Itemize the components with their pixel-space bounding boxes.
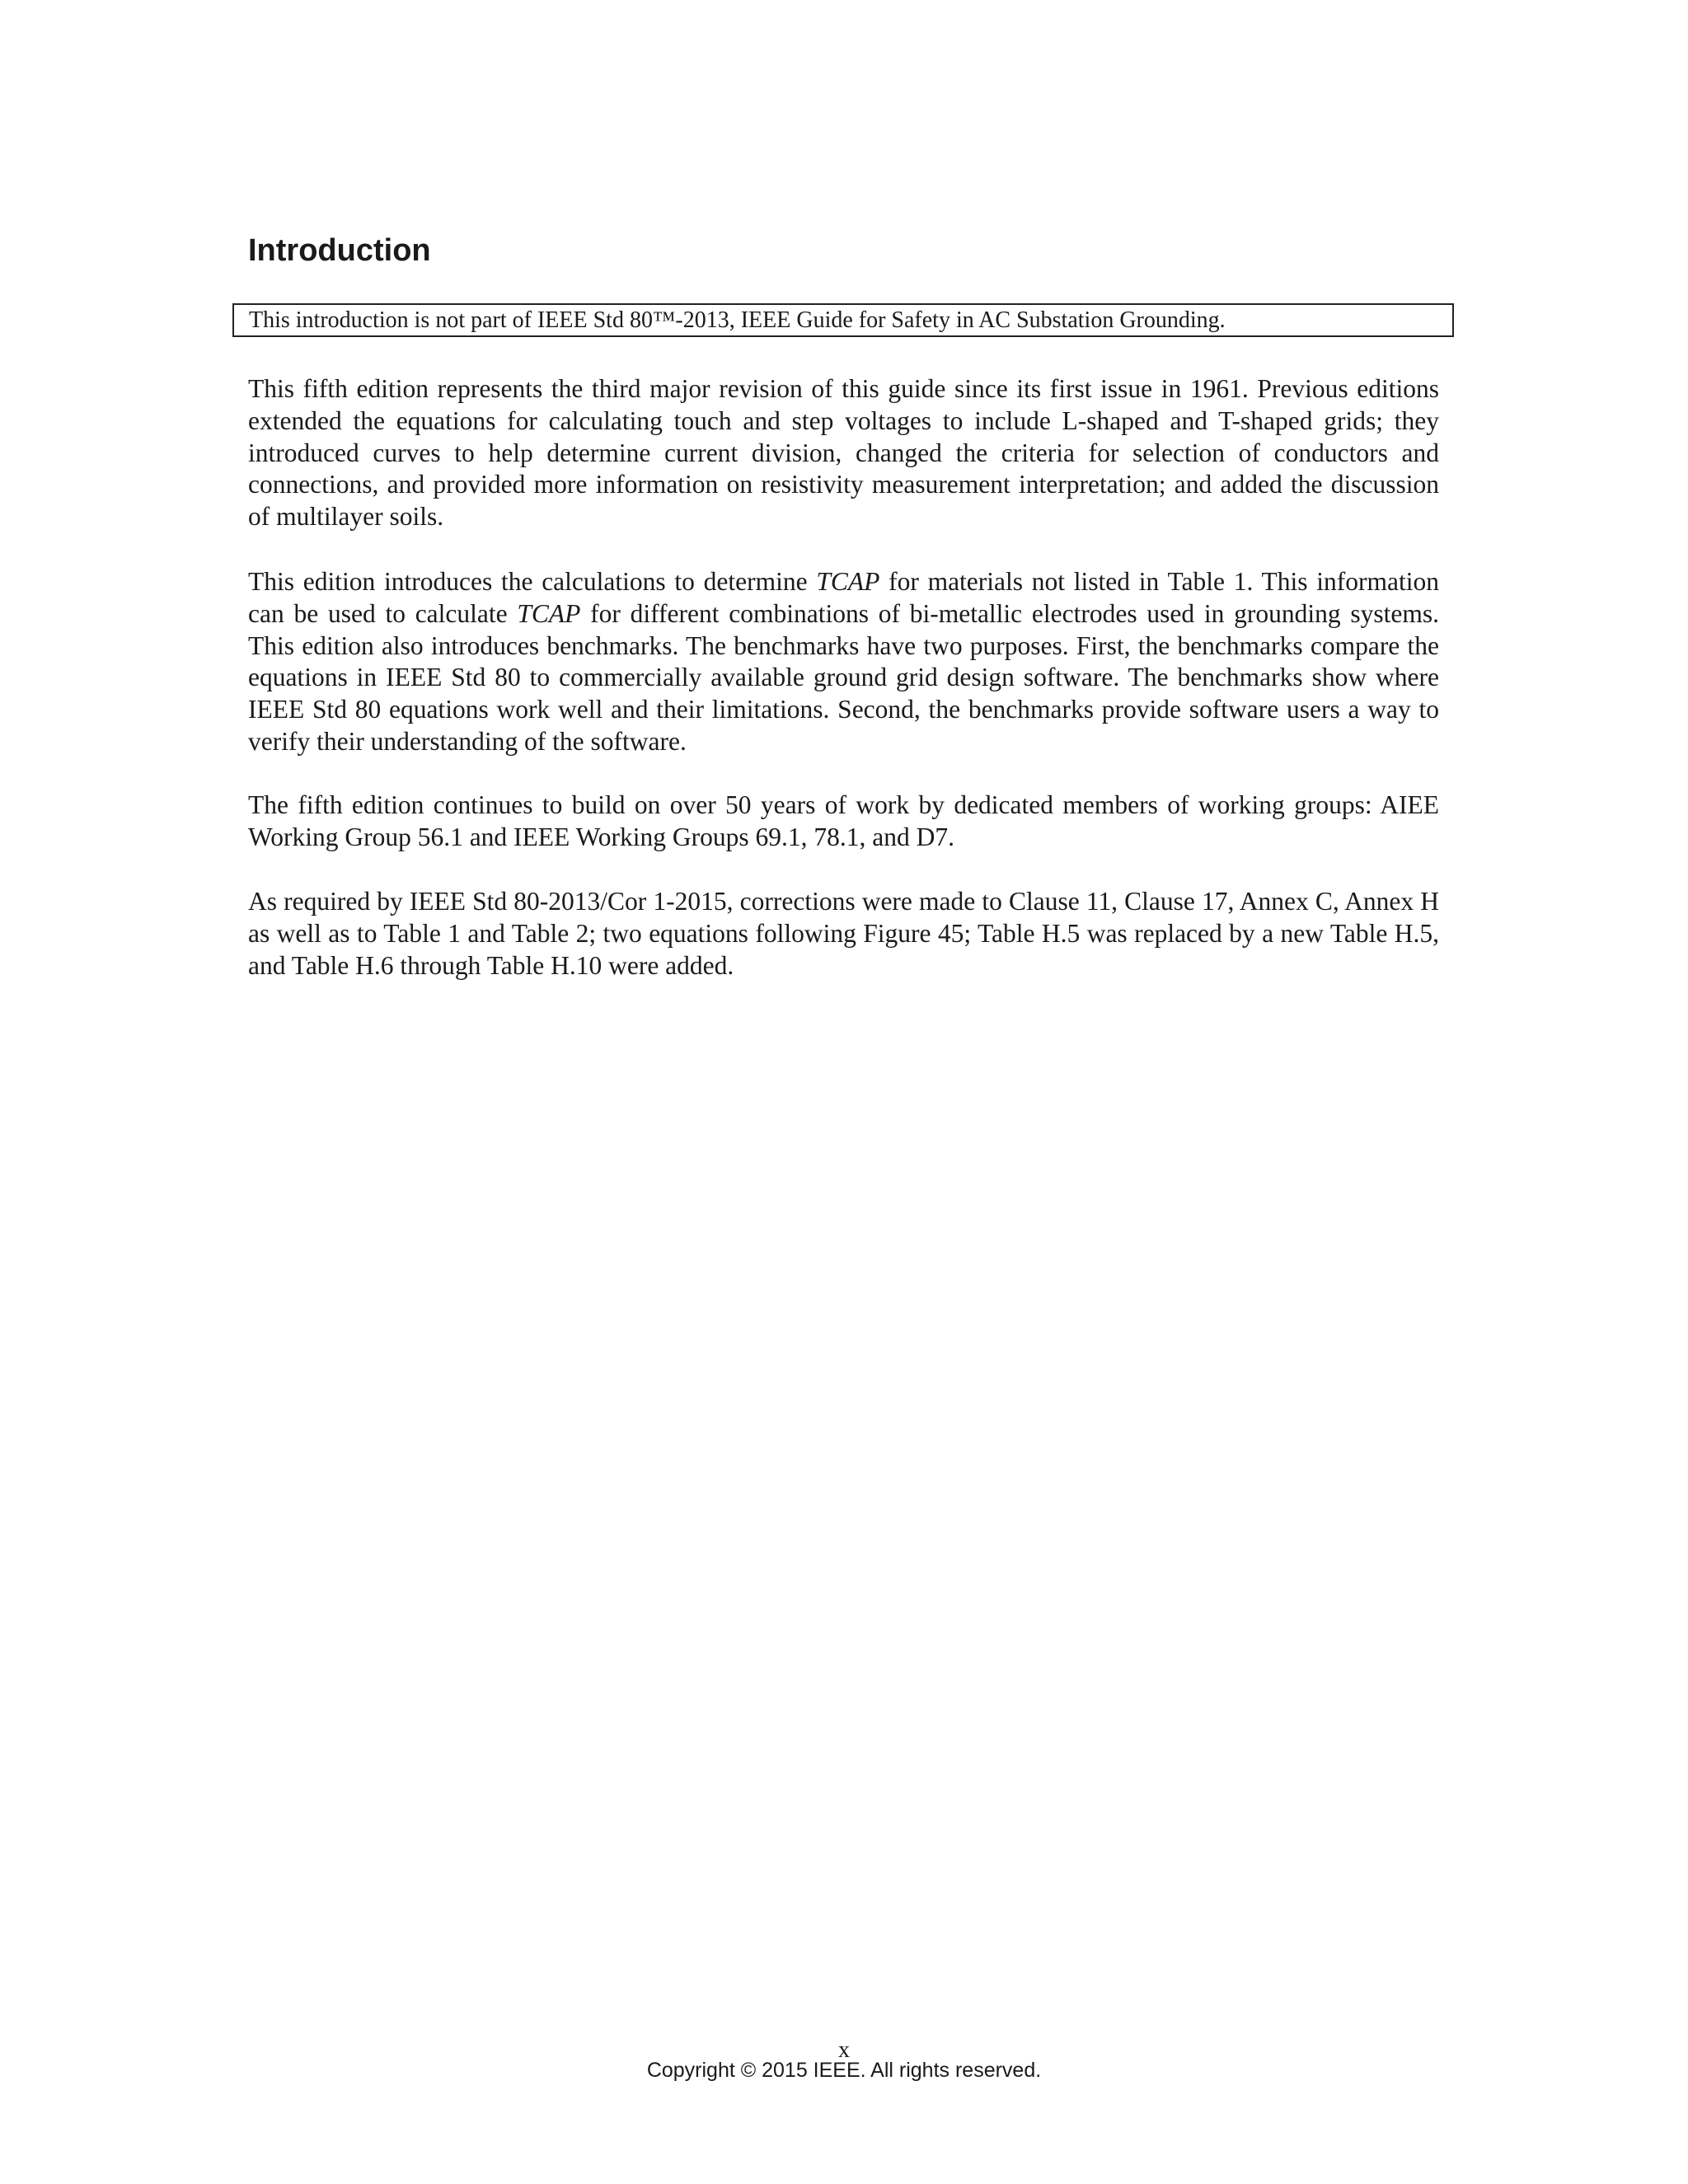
paragraph-corrigendum: As required by IEEE Std 80-2013/Cor 1-2015, corrections were made to Clause 11, Clause 17, Annex C, Annex H as well as to Table 1 and Table 2; two equations following Figure 45; Table H.5 was replaced by a new Table H.5, and Table H.6 through Table H.10 were added. (248, 887, 1439, 980)
page-number: x (838, 2037, 850, 2063)
tcap-term: TCAP (517, 598, 581, 628)
paragraph-tcap-benchmarks (248, 566, 1439, 758)
paragraph-text-segment: for materials not listed in Table 1. This information can be used to calculate (248, 567, 1439, 628)
paragraph-text-segment: for different combinations of bi-metallic electrodes used in grounding systems. This edition also introduces benchmarks. The benchmarks have two purposes. First, the benchmarks compare the equations in IEEE Std 80 to commercially available ground grid design software. The benchmarks show where IEEE Std 80 equations work well and their limitations. Second, the benchmarks provide software users a way to verify their understanding of the software. (248, 598, 1439, 756)
copyright-notice: Copyright © 2015 IEEE. All rights reserved. (646, 2059, 1042, 2082)
page-title: Introduction (248, 233, 431, 268)
paragraph-revision-history: This fifth edition represents the third major revision of this guide since its first issue in 1961. Previous editions extended the equations for calculating touch and step voltages to include L-shaped and T-shaped grids; they introduced curves to help determine current division, changed the criteria for selection of conductors and connections, and provided more information on resistivity measurement interpretation; and added the discussion of multilayer soils. (248, 374, 1439, 532)
paragraph-text-segment: This edition introduces the calculations to determine (248, 567, 817, 596)
tcap-term: TCAP (816, 567, 880, 596)
paragraph-working-groups: The fifth edition continues to build on over 50 years of work by dedicated members of working groups: AIEE Working Group 56.1 and IEEE Working Groups 69.1, 78.1, and D7. (248, 790, 1439, 851)
introduction-notice-box: This introduction is not part of IEEE Std 80™-2013, IEEE Guide for Safety in AC Substation Grounding. (232, 303, 1454, 337)
